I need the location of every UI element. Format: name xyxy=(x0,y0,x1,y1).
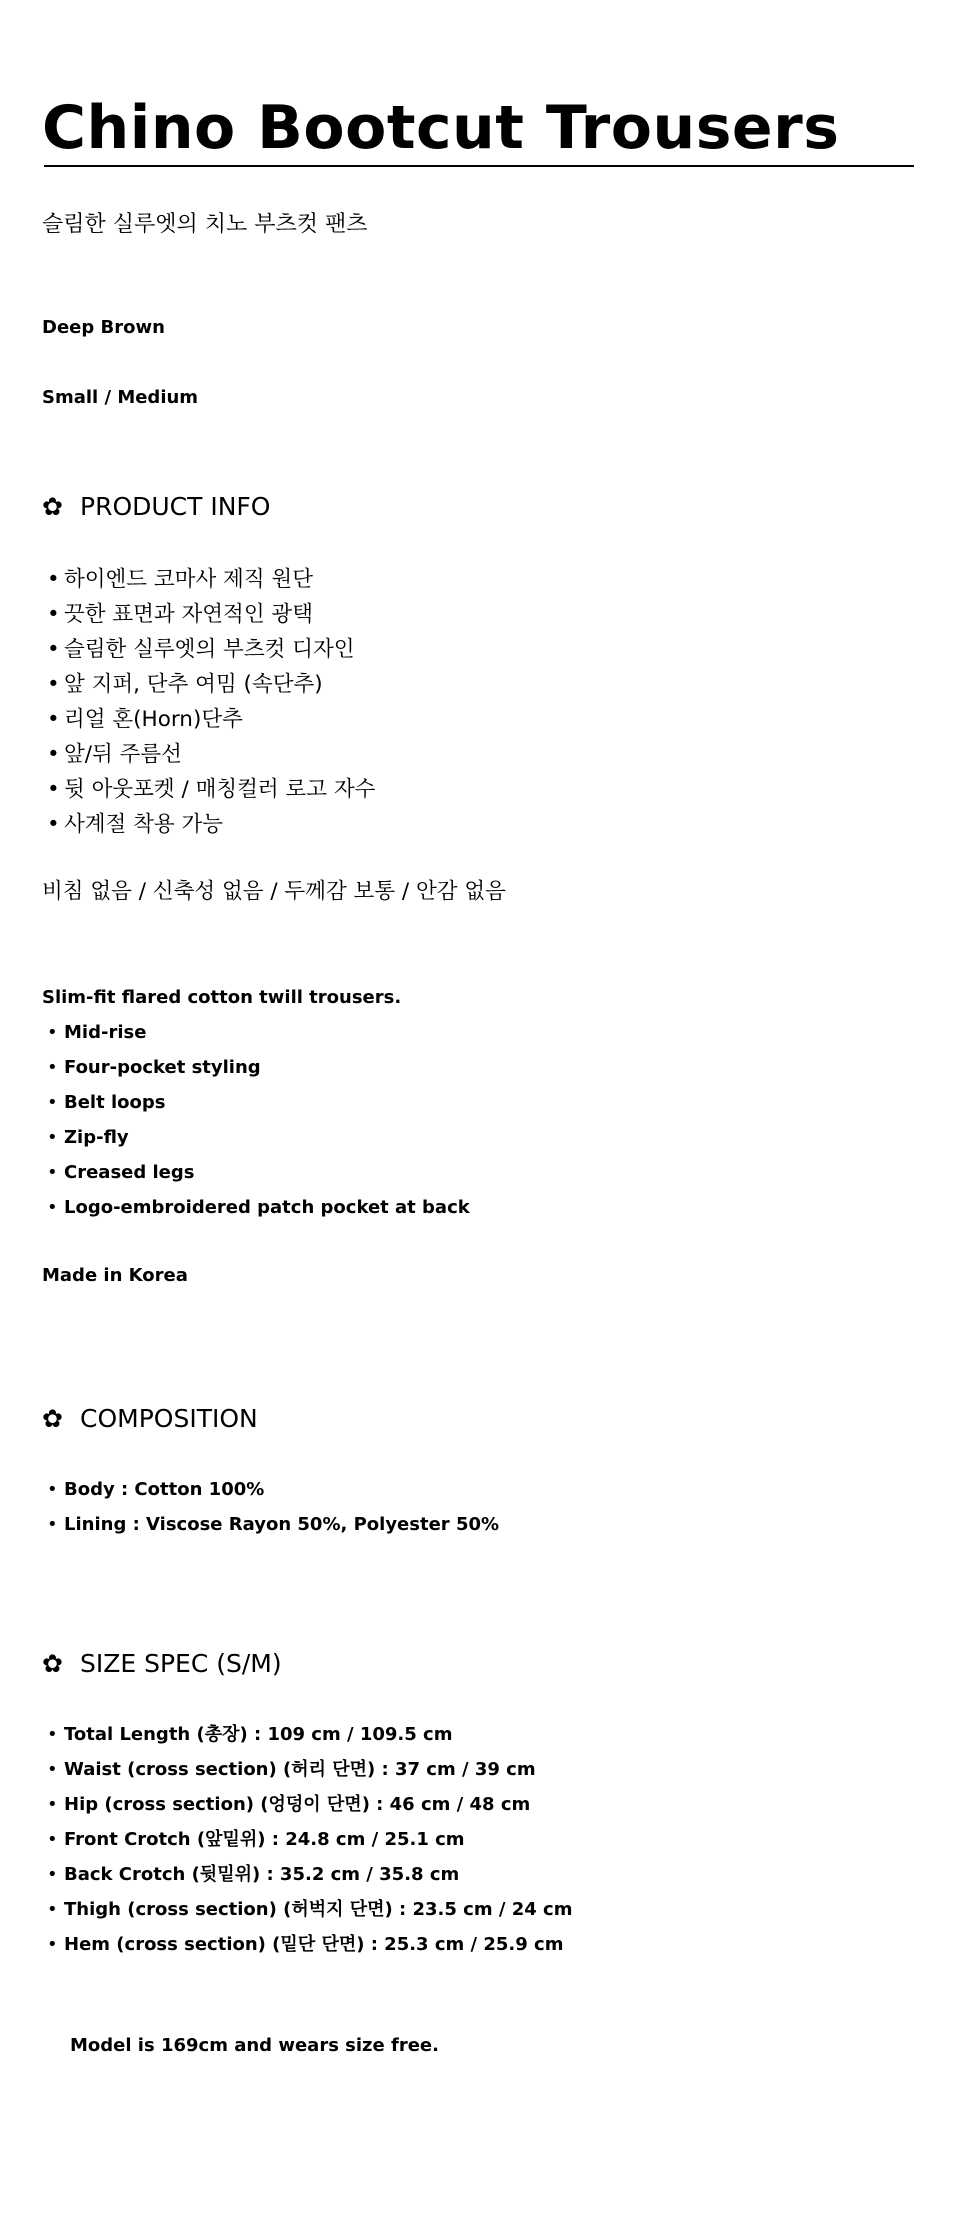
size-spec-item xyxy=(42,1717,572,1752)
product-sizes: Small / Medium xyxy=(42,387,199,408)
bullet-dot-icon: • xyxy=(47,602,60,627)
bullet-dot-icon: • xyxy=(47,1899,58,1920)
feature-item-en-text: Creased legs xyxy=(64,1162,195,1183)
feature-item-en-text: Four-pocket styling xyxy=(64,1057,261,1078)
fabric-note: 비침 없음 / 신축성 없음 / 두께감 보통 / 안감 없음 xyxy=(42,879,506,904)
bullet-dot-icon: • xyxy=(47,777,60,802)
size-spec-item-text: Thigh (cross section) (허벅지 단면) : 23.5 cm / 24 cm xyxy=(64,1899,573,1920)
bullet-dot-icon: • xyxy=(47,1514,58,1535)
bullet-dot-icon: • xyxy=(47,1127,58,1148)
composition-item xyxy=(42,1507,499,1542)
product-subtitle: 슬림한 실루엣의 치노 부츠컷 팬츠 xyxy=(42,212,368,237)
section-heading-size-spec xyxy=(42,1647,282,1681)
size-spec-list xyxy=(42,1717,572,1962)
size-spec-item-text: Total Length (총장) : 109 cm / 109.5 cm xyxy=(64,1724,453,1745)
bullet-dot-icon: • xyxy=(47,1724,58,1745)
bullet-dot-icon: • xyxy=(47,1794,58,1815)
section-heading-label: COMPOSITION xyxy=(80,1404,258,1433)
feature-item-ko xyxy=(42,632,375,667)
feature-list-ko xyxy=(42,562,375,842)
feature-item-ko-text: 하이엔드 코마사 제직 원단 xyxy=(64,567,313,592)
section-heading-composition xyxy=(42,1402,258,1436)
bullet-dot-icon: • xyxy=(47,567,60,592)
feature-item-ko-text: 리얼 혼(Horn)단추 xyxy=(64,707,243,732)
section-heading-product-info xyxy=(42,490,270,524)
origin-label: Made in Korea xyxy=(42,1265,188,1286)
feature-item-en xyxy=(42,1085,470,1120)
section-heading-label: PRODUCT INFO xyxy=(80,492,271,521)
bullet-dot-icon: • xyxy=(47,742,60,767)
bullet-dot-icon: • xyxy=(47,1022,58,1043)
composition-item-text: Lining : Viscose Rayon 50%, Polyester 50% xyxy=(64,1514,500,1535)
composition-item xyxy=(42,1472,499,1507)
size-spec-item-text: Front Crotch (앞밑위) : 24.8 cm / 25.1 cm xyxy=(64,1829,465,1850)
flower-icon: ✿ xyxy=(42,1404,63,1433)
composition-list xyxy=(42,1472,499,1542)
bullet-dot-icon: • xyxy=(47,1057,58,1078)
feature-item-en-text: Zip-fly xyxy=(64,1127,129,1148)
feature-item-ko-text: 끗한 표면과 자연적인 광택 xyxy=(64,602,313,627)
feature-item-ko-text: 앞/뒤 주름선 xyxy=(64,742,182,767)
size-spec-item xyxy=(42,1892,572,1927)
feature-item-en-text: Logo-embroidered patch pocket at back xyxy=(64,1197,470,1218)
feature-item-en xyxy=(42,1190,470,1225)
product-color: Deep Brown xyxy=(42,317,165,338)
bullet-dot-icon: • xyxy=(47,1479,58,1500)
size-spec-item-text: Waist (cross section) (허리 단면) : 37 cm / 39 cm xyxy=(64,1759,536,1780)
bullet-dot-icon: • xyxy=(47,1197,58,1218)
feature-item-en-text: Mid-rise xyxy=(64,1022,147,1043)
size-spec-item-text: Hem (cross section) (밑단 단면) : 25.3 cm / 25.9 cm xyxy=(64,1934,564,1955)
bullet-dot-icon: • xyxy=(47,1092,58,1113)
feature-item-en xyxy=(42,1155,470,1190)
size-spec-item xyxy=(42,1822,572,1857)
feature-item-en xyxy=(42,1120,470,1155)
product-title: Chino Bootcut Trousers xyxy=(42,93,840,163)
bullet-dot-icon: • xyxy=(47,1829,58,1850)
size-spec-item xyxy=(42,1787,572,1822)
bullet-dot-icon: • xyxy=(47,637,60,662)
size-spec-item-text: Hip (cross section) (엉덩이 단면) : 46 cm / 48 cm xyxy=(64,1794,531,1815)
feature-list-en xyxy=(42,1015,470,1225)
size-spec-item xyxy=(42,1857,572,1892)
feature-item-ko xyxy=(42,597,375,632)
bullet-dot-icon: • xyxy=(47,707,60,732)
size-spec-item-text: Back Crotch (뒷밑위) : 35.2 cm / 35.8 cm xyxy=(64,1864,460,1885)
flower-icon: ✿ xyxy=(42,1649,63,1678)
flower-icon: ✿ xyxy=(42,492,63,521)
bullet-dot-icon: • xyxy=(47,1162,58,1183)
size-spec-item xyxy=(42,1752,572,1787)
bullet-dot-icon: • xyxy=(47,672,60,697)
feature-item-ko xyxy=(42,562,375,597)
feature-item-ko-text: 앞 지퍼, 단추 여밈 (속단추) xyxy=(64,672,323,697)
feature-item-en-text: Belt loops xyxy=(64,1092,166,1113)
title-divider xyxy=(44,165,914,167)
bullet-dot-icon: • xyxy=(47,1934,58,1955)
feature-item-en xyxy=(42,1050,470,1085)
feature-item-ko-text: 뒷 아웃포켓 / 매칭컬러 로고 자수 xyxy=(64,777,376,802)
feature-item-ko xyxy=(42,772,375,807)
feature-item-ko xyxy=(42,807,375,842)
feature-item-ko-text: 슬림한 실루엣의 부츠컷 디자인 xyxy=(64,637,355,662)
feature-item-en xyxy=(42,1015,470,1050)
bullet-dot-icon: • xyxy=(47,1864,58,1885)
feature-item-ko-text: 사계절 착용 가능 xyxy=(64,812,224,837)
bullet-dot-icon: • xyxy=(47,1759,58,1780)
bullet-dot-icon: • xyxy=(47,812,60,837)
section-heading-label: SIZE SPEC (S/M) xyxy=(80,1649,282,1678)
size-spec-item xyxy=(42,1927,572,1962)
composition-item-text: Body : Cotton 100% xyxy=(64,1479,265,1500)
feature-item-ko xyxy=(42,702,375,737)
feature-item-ko xyxy=(42,667,375,702)
description-en: Slim-fit flared cotton twill trousers. xyxy=(42,987,402,1008)
feature-item-ko xyxy=(42,737,375,772)
model-note: Model is 169cm and wears size free. xyxy=(70,2035,439,2056)
